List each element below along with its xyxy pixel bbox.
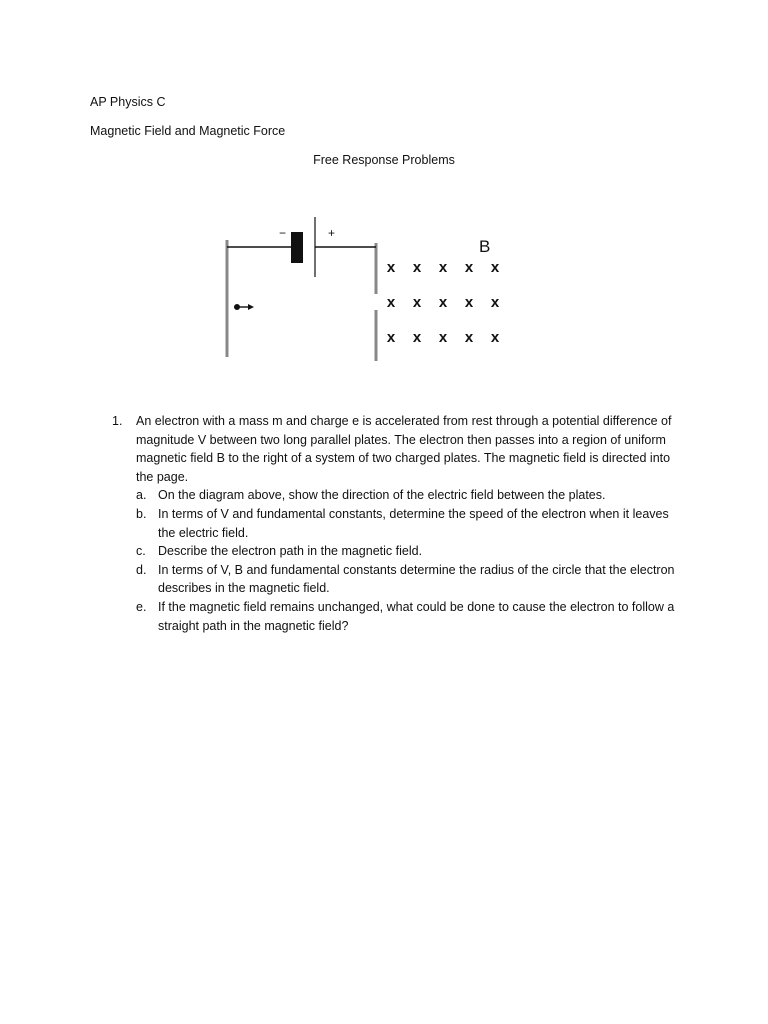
part-text: Describe the electron path in the magnetic field.: [158, 544, 423, 559]
minus-sign: −: [279, 226, 287, 240]
part-c: [136, 542, 683, 561]
part-text: On the diagram above, show the direction of the electric field between the plates.: [158, 488, 606, 503]
field-label-b: B: [479, 237, 491, 256]
plus-sign: +: [328, 226, 336, 240]
field-into-page-marker: x: [386, 294, 396, 311]
battery: [291, 217, 315, 277]
topic-title: Magnetic Field and Magnetic Force: [90, 124, 286, 138]
part-letter: b.: [136, 506, 147, 521]
part-letter: a.: [136, 488, 147, 503]
part-letter: c.: [136, 544, 146, 559]
field-into-page-marker: x: [490, 259, 500, 276]
field-into-page-marker: x: [464, 259, 474, 276]
section-subtitle: Free Response Problems: [313, 153, 455, 167]
electron-arrow: [234, 304, 254, 310]
part-text: If the magnetic field remains unchanged, what could be done to cause the electron to follow a straight path in the magnetic field?: [158, 599, 675, 633]
field-into-page-marker: x: [386, 329, 396, 346]
field-into-page-marker: x: [412, 329, 422, 346]
field-into-page-marker: x: [412, 294, 422, 311]
course-title: AP Physics C: [90, 95, 166, 109]
field-into-page-marker: x: [438, 329, 448, 346]
field-into-page-marker: x: [490, 329, 500, 346]
part-letter: e.: [136, 599, 147, 614]
part-letter: d.: [136, 562, 147, 577]
problem-parts: [136, 486, 702, 635]
field-into-page-marker: x: [412, 259, 422, 276]
part-d: [136, 561, 683, 598]
part-b: [136, 505, 683, 542]
field-into-page-marker: x: [464, 294, 474, 311]
part-e: [136, 598, 683, 635]
problem-1: [112, 412, 702, 635]
part-text: In terms of V and fundamental constants, determine the speed of the electron when it leaves the electric field.: [158, 506, 669, 540]
field-into-page-marker: x: [438, 259, 448, 276]
field-into-page-marker: x: [386, 259, 396, 276]
problem-stem: An electron with a mass m and charge e is accelerated from rest through a potential difference of magnitude V between two long parallel plates. The electron then passes into a region of uniform magnetic field B to the right of a system of two charged plates. The magnetic field is directed into the page.: [136, 414, 672, 484]
field-into-page-marker: x: [438, 294, 448, 311]
field-into-page-marker: x: [490, 294, 500, 311]
field-into-page-marker: x: [464, 329, 474, 346]
part-a: [136, 486, 683, 505]
part-text: In terms of V, B and fundamental constants determine the radius of the circle that the electron describes in the magnetic field.: [158, 562, 675, 596]
battery-negative-terminal: [291, 232, 303, 263]
problem-number: 1.: [112, 414, 123, 428]
magnetic-field-grid: [387, 259, 500, 346]
